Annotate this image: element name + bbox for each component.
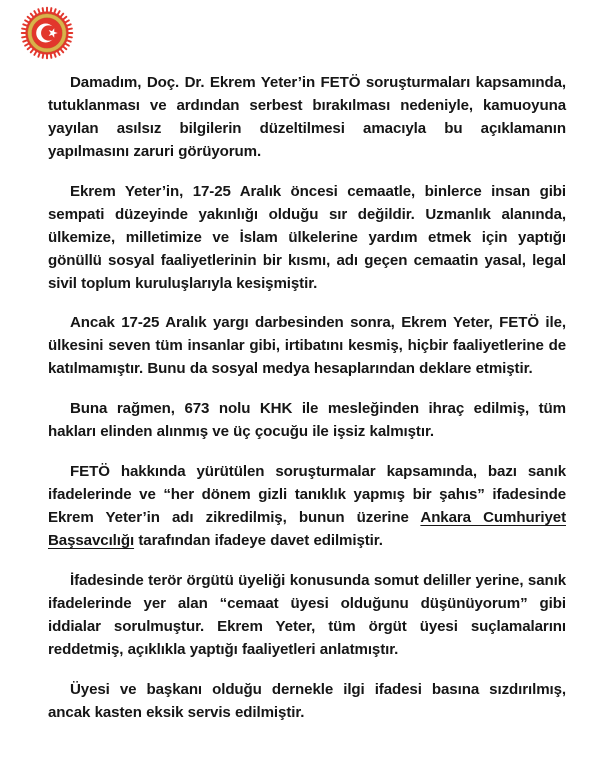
paragraph-6: İfadesinde terör örgütü üyeliği konusunda somut deliller yerine, sanık ifadelerinde yer alan “cemaat üyesi olduğunu düşünüyorum” gibi iddialar sorulmuştur. Ekrem Yeter, tüm örgüt üyesi suçlamalarını reddetmiş, açıklıkla yaptığı faaliyetleri anlatmıştır. (48, 571, 566, 658)
paragraph-1: Damadım, Doç. Dr. Ekrem Yeter’in FETÖ soruşturmaları kapsamında, tutuklanması ve ardından serbest bırakılması nedeniyle, kamuoyuna yayılan asılsız bilgilerin düzeltilmesi amacıyla bu açıklamanın yapılmasını zaruri görüyorum. (48, 74, 566, 160)
document-body (0, 72, 600, 725)
paragraph-5-text-before: FETÖ hakkında yürütülen soruşturmalar kapsamında, bazı sanık ifadelerinde ve “her dönem gizli tanıklık yapmış bir şahıs” ifadesinde Ekrem Yeter’in adı zikredilmiş, bunun üzerine (48, 463, 566, 526)
paragraph-4: Buna rağmen, 673 nolu KHK ile mesleğinden ihraç edilmiş, tüm hakları elinden alınmış ve üç çocuğu ile işsiz kalmıştır. (48, 400, 566, 441)
tbmm-emblem-icon (20, 6, 74, 60)
paragraph-5-text-after: tarafından ifadeye davet edilmiştir. (134, 531, 383, 549)
paragraph-2: Ekrem Yeter’in, 17-25 Aralık öncesi cemaatle, binlerce insan gibi sempati düzeyinde yakınlığı olduğu sır değildir. Uzmanlık alanında, ülkemize, milletimize ve İslam ülkelerine yardım etmek için yaptığı gönüllü sosyal faaliyetlerinin bir kısmı, adı geçen cemaatin yasal, legal sivil toplum kuruluşlarıyla kesişmiştir. (48, 182, 566, 292)
paragraph-7: Üyesi ve başkanı olduğu dernekle ilgi ifadesi basına sızdırılmış, ancak kasten eksik servis edilmiştir. (48, 680, 566, 721)
letterhead (0, 0, 600, 72)
paragraph-3: Ancak 17-25 Aralık yargı darbesinden sonra, Ekrem Yeter, FETÖ ile, ülkesini seven tüm insanlar gibi, irtibatını kesmiş, hiçbir faaliyetlerine de katılmamıştır. Bunu da sosyal medya hesaplarından deklare etmiştir. (48, 314, 566, 378)
paragraph-5 (48, 461, 566, 553)
prosecutors-office-reference: Ankara Cumhuriyet Başsavcılığı (48, 509, 566, 549)
